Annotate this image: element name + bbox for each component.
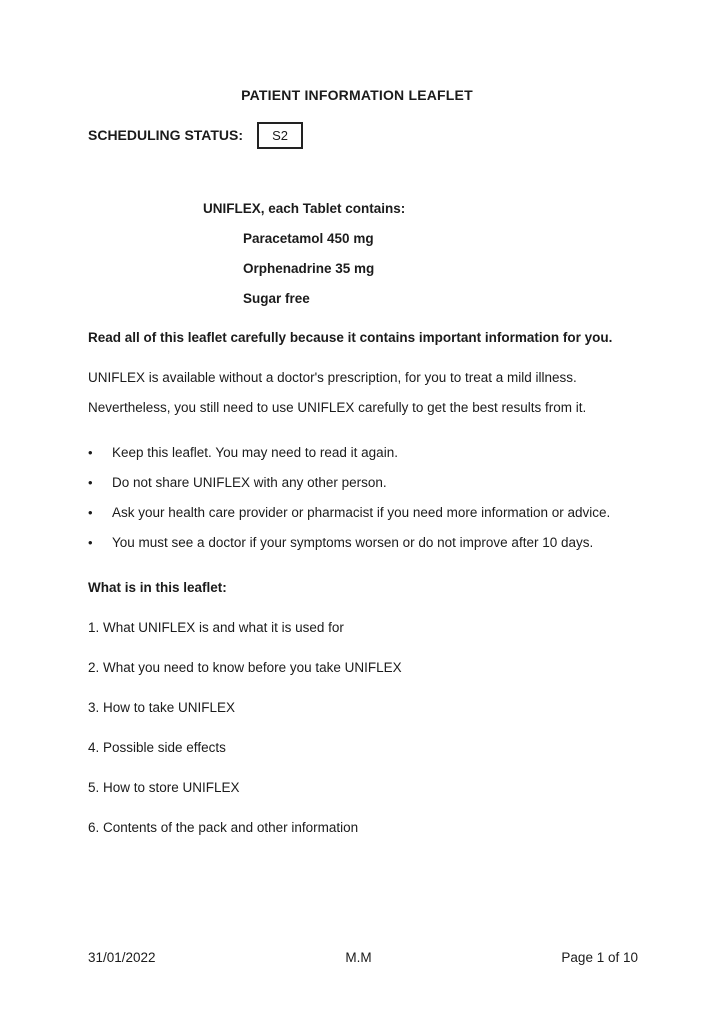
advice-bullet-item xyxy=(88,535,644,550)
toc-item: 3. How to take UNIFLEX xyxy=(88,700,236,715)
advice-bullet-text: Ask your health care provider or pharmacist if you need more information or advice. xyxy=(112,505,611,520)
bullet-icon: • xyxy=(88,505,93,520)
read-carefully-notice: Read all of this leaflet carefully because it contains important information for you. xyxy=(88,330,613,345)
footer-initials: M.M xyxy=(345,950,372,965)
advice-bullet-text: Do not share UNIFLEX with any other person. xyxy=(112,475,387,490)
toc-item: 2. What you need to know before you take UNIFLEX xyxy=(88,660,402,675)
page-footer xyxy=(88,950,638,965)
intro-paragraph: Nevertheless, you still need to use UNIFLEX carefully to get the best results from it. xyxy=(88,400,587,415)
scheduling-status-row xyxy=(88,122,303,149)
toc-item: 1. What UNIFLEX is and what it is used for xyxy=(88,620,344,635)
toc-item: 4. Possible side effects xyxy=(88,740,226,755)
scheduling-status-box xyxy=(257,122,303,149)
advice-bullet-item xyxy=(88,505,644,520)
toc-heading: What is in this leaflet: xyxy=(88,580,227,595)
composition-item-paracetamol: Paracetamol 450 mg xyxy=(243,231,374,246)
advice-bullet-item xyxy=(88,445,644,460)
footer-page-number: Page 1 of 10 xyxy=(561,950,638,965)
bullet-icon: • xyxy=(88,475,93,490)
composition-item-orphenadrine: Orphenadrine 35 mg xyxy=(243,261,375,276)
composition-heading: UNIFLEX, each Tablet contains: xyxy=(203,201,406,216)
bullet-icon: • xyxy=(88,445,93,460)
advice-bullet-text: You must see a doctor if your symptoms worsen or do not improve after 10 days. xyxy=(112,535,594,550)
toc-item: 5. How to store UNIFLEX xyxy=(88,780,240,795)
toc-item: 6. Contents of the pack and other information xyxy=(88,820,359,835)
footer-date: 31/01/2022 xyxy=(88,950,156,965)
page-title: PATIENT INFORMATION LEAFLET xyxy=(241,87,473,103)
advice-bullet-item xyxy=(88,475,644,490)
bullet-icon: • xyxy=(88,535,93,550)
advice-bullet-text: Keep this leaflet. You may need to read it again. xyxy=(112,445,398,460)
scheduling-status-label: SCHEDULING STATUS: xyxy=(88,127,244,143)
intro-paragraph: UNIFLEX is available without a doctor's prescription, for you to treat a mild illness. xyxy=(88,370,577,385)
composition-item-sugar-free: Sugar free xyxy=(243,291,310,306)
scheduling-status-value: S2 xyxy=(272,128,288,143)
